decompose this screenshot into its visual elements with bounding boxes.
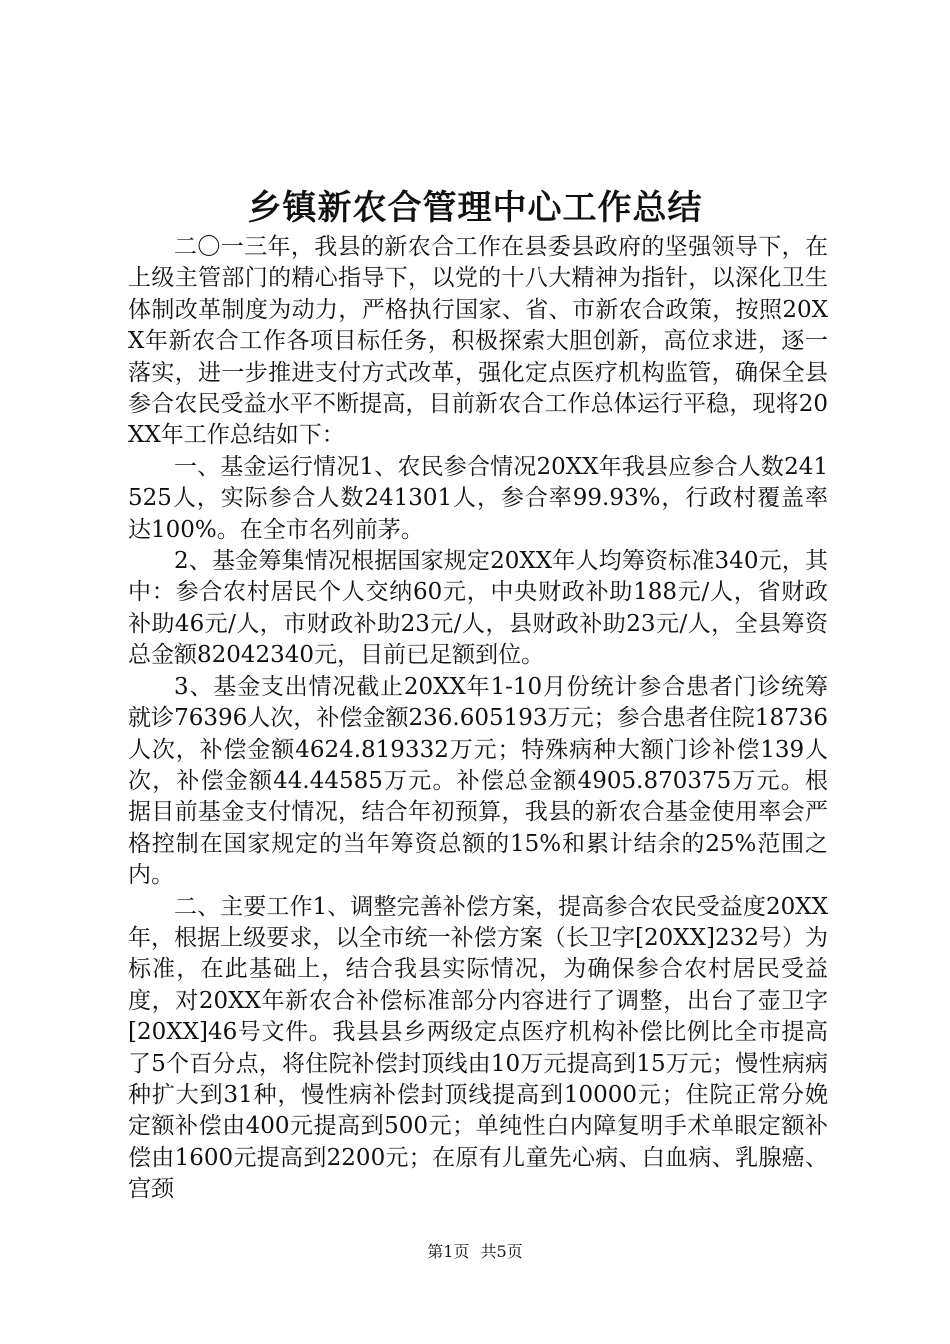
document-body <box>128 232 828 1206</box>
page-footer <box>0 1240 950 1264</box>
document-title: 乡镇新农合管理中心工作总结 <box>247 188 703 228</box>
paragraph-fund-expenditure: 3、基金支出情况截止20XX年1-10月份统计参合患者门诊统筹就诊76396人次，补偿金额236.605193万元；参合患者住院18736人次，补偿金额4624.819332万元；特殊病种大额门诊补偿139人次，补偿金额44.44585万元。补偿总金额4905.870375万元。根据目前基金支付情况，结合年初预算，我县的新农合基金使用率会严格控制在国家规定的当年筹资总额的15%和累计结余的25%范围之内。 <box>128 673 828 889</box>
paragraph-intro: 二〇一三年，我县的新农合工作在县委县政府的坚强领导下，在上级主管部门的精心指导下，以党的十八大精神为指针，以深化卫生体制改革制度为动力，严格执行国家、省、市新农合政策，按照20XX年新农合工作各项目标任务，积极探索大胆创新，高位求进，逐一落实，进一步推进支付方式改革，强化定点医疗机构监管，确保全县参合农民受益水平不断提高，目前新农合工作总体运行平稳，现将20XX年工作总结如下： <box>128 234 828 449</box>
page-number: 第1页 <box>427 1242 470 1261</box>
paragraph-main-work: 二、主要工作1、调整完善补偿方案，提高参合农民受益度20XX年，根据上级要求，以全市统一补偿方案（长卫字[20XX]232号）为标准，在此基础上，结合我县实际情况，为确保参合农村居民受益度，对20XX年新农合补偿标准部分内容进行了调整，出台了壶卫字[20XX]46号文件。我县县乡两级定点医疗机构补偿比例比全市提高了5个百分点，将住院补偿封顶线由10万元提高到15万元；慢性病病种扩大到31种，慢性病补偿封顶线提高到10000元；住院正常分娩定额补偿由400元提高到500元；单纯性白内障复明手术单眼定额补偿由1600元提高到2200元；在原有儿童先心病、白血病、乳腺癌、宫颈 <box>128 893 828 1203</box>
paragraph-fund-raising: 2、基金筹集情况根据国家规定20XX年人均筹资标准340元，其中：参合农村居民个人交纳60元，中央财政补助188元/人，省财政补助46元/人，市财政补助23元/人，县财政补助23元/人，全县筹资总金额82042340元，目前已足额到位。 <box>128 548 828 669</box>
paragraph-fund-participation: 一、基金运行情况1、农民参合情况20XX年我县应参合人数241525人，实际参合人数241301人，参合率99.93%，行政村覆盖率达100%。在全市名列前茅。 <box>128 453 828 543</box>
page-total: 共5页 <box>480 1242 523 1261</box>
